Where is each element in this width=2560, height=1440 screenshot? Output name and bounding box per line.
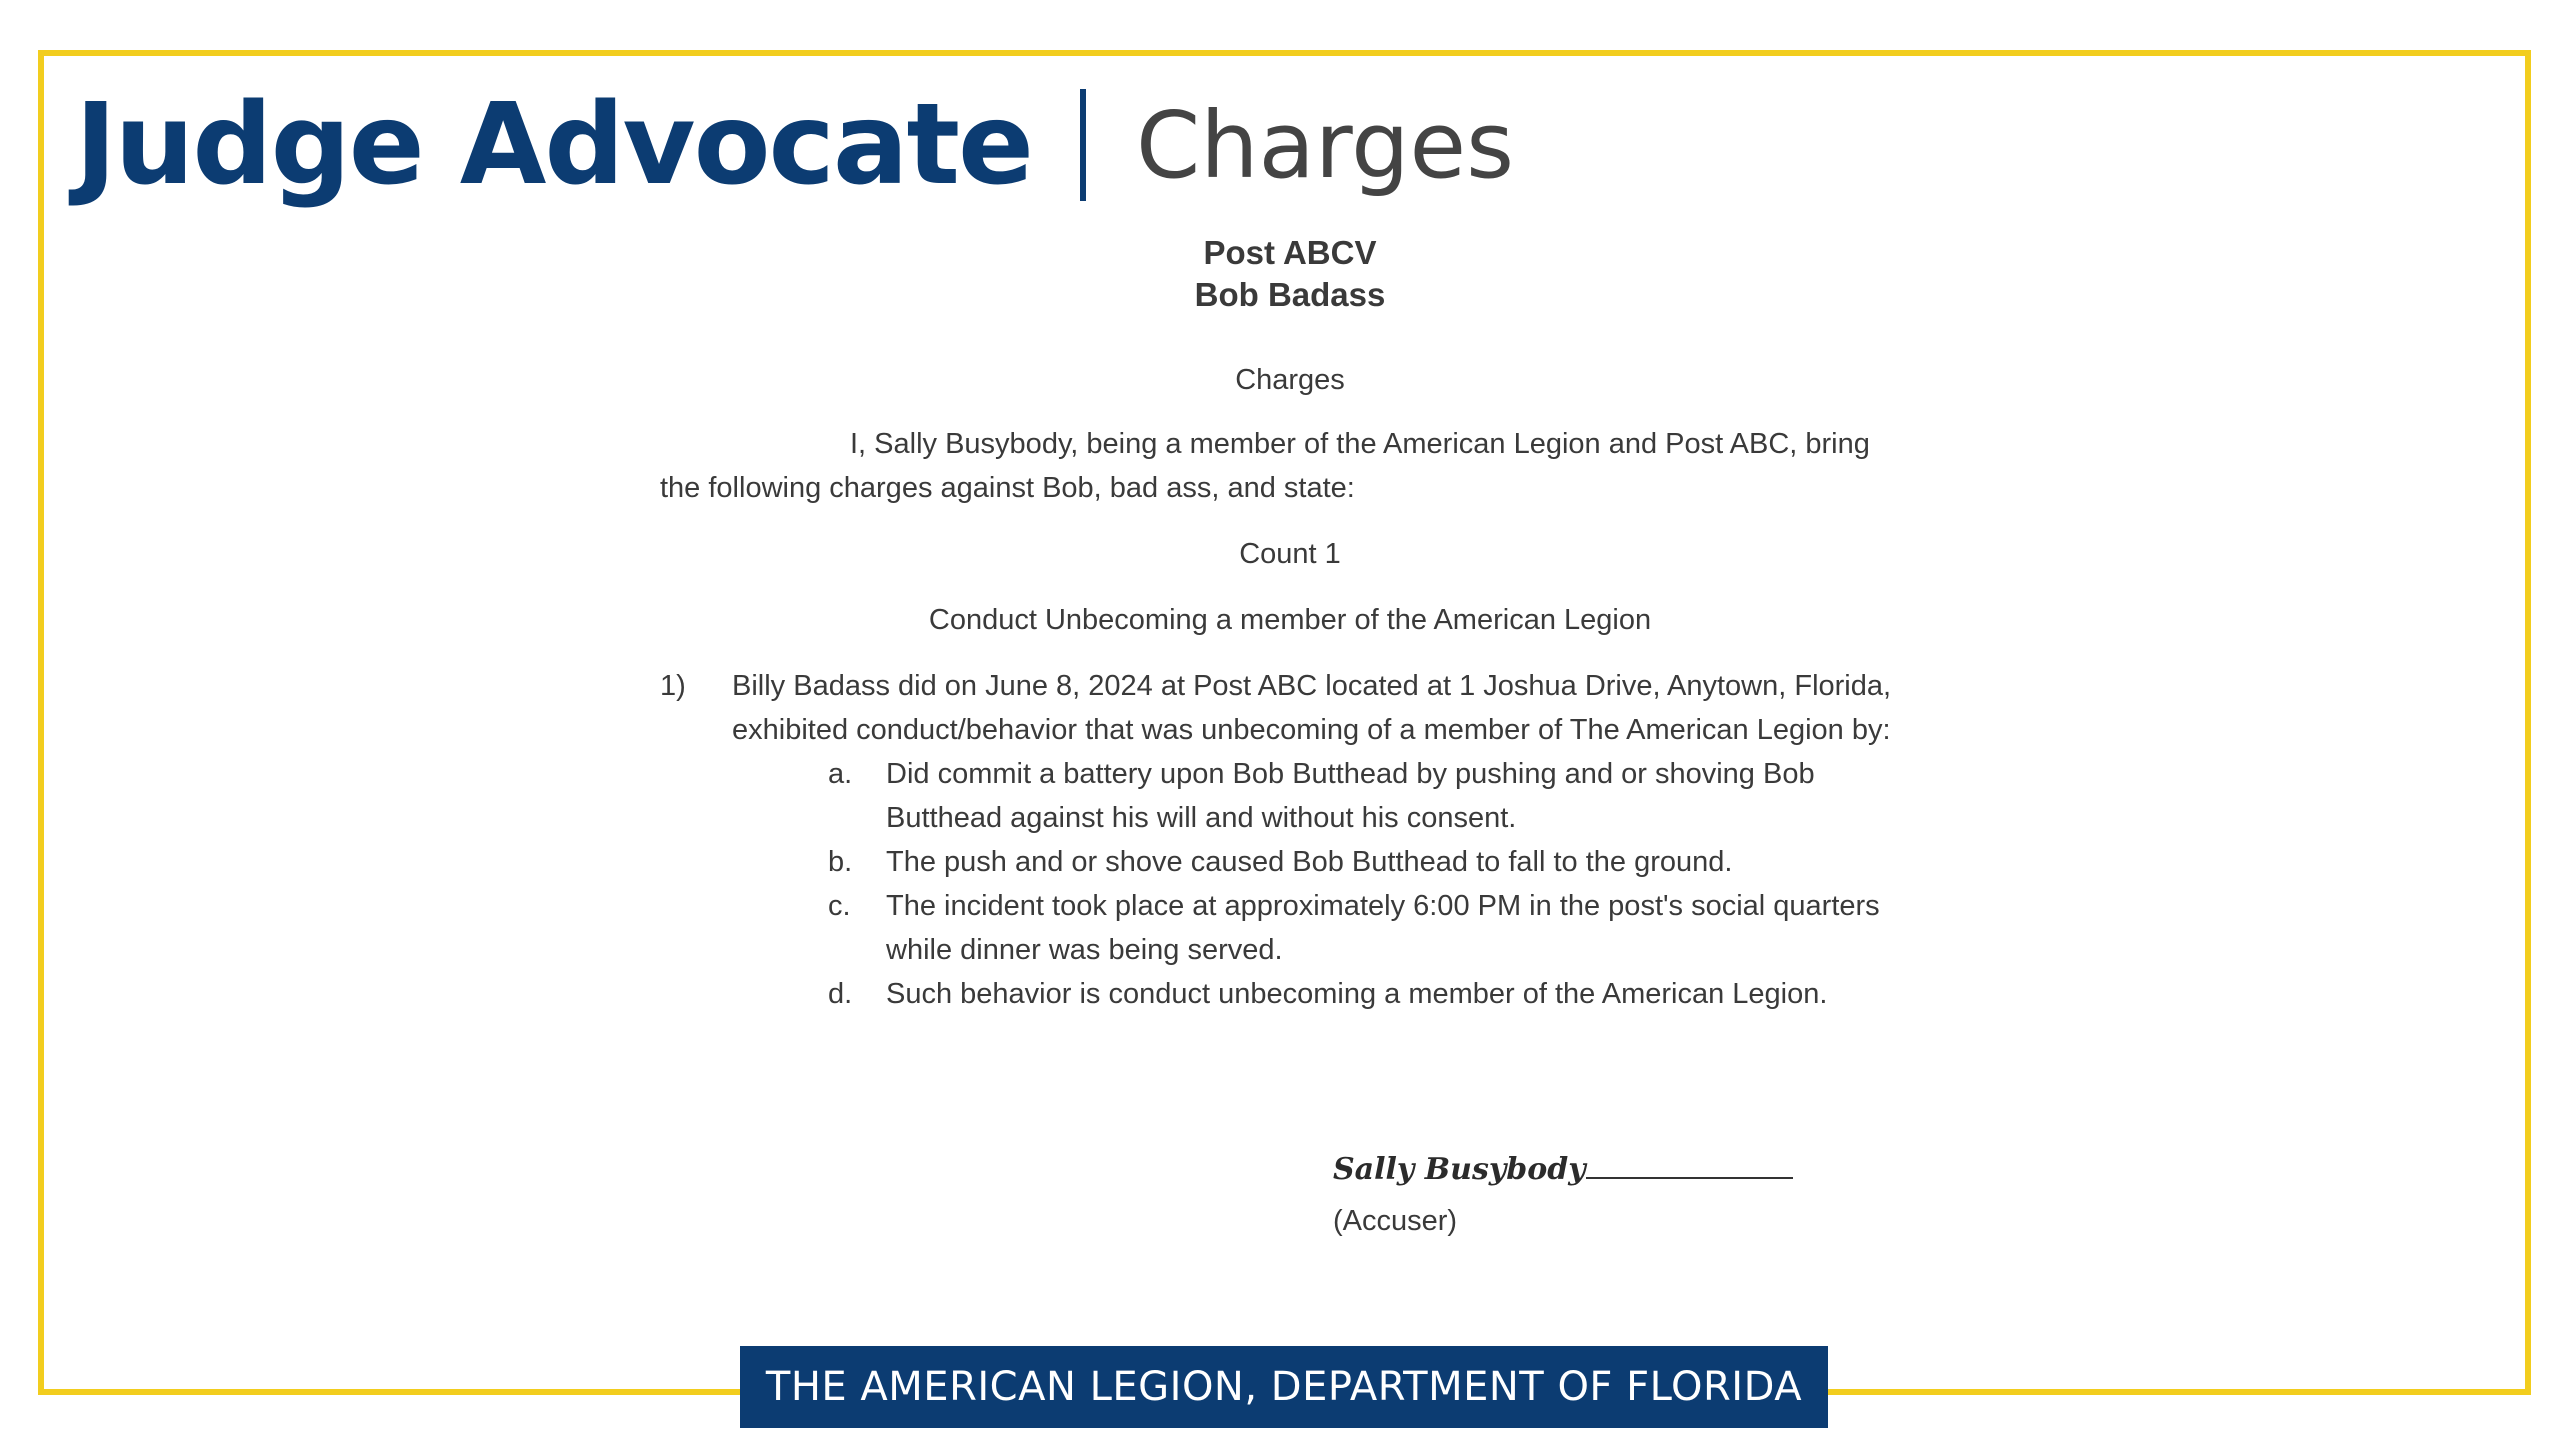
sub-item	[828, 840, 1920, 884]
accused-name: Bob Badass	[1194, 276, 1386, 313]
intro-line-1: I, Sally Busybody, being a member of the American Legion and Post ABC, bring	[850, 428, 1870, 460]
footer-text: THE AMERICAN LEGION, DEPARTMENT OF FLORIDA	[765, 1364, 1803, 1410]
slide-subtitle: Charges	[1135, 91, 1515, 199]
signature-underline	[1586, 1177, 1793, 1179]
signature-line	[1333, 1152, 1793, 1187]
sub-item-text: Such behavior is conduct unbecoming a member of the American Legion.	[886, 978, 1828, 1010]
count-item-text: Billy Badass did on June 8, 2024 at Post ABC located at 1 Joshua Drive, Anytown, Florida, exhibited conduct/behavior that was unbecoming of a member of The American Legion by:	[732, 670, 1892, 746]
post-name: Post ABCV	[1203, 234, 1377, 271]
sub-item	[828, 752, 1920, 840]
footer-banner	[740, 1346, 1828, 1428]
signature-block	[1333, 1152, 1793, 1238]
sub-item-letter: a.	[828, 758, 853, 790]
sub-item	[828, 972, 1920, 1016]
slide-header	[75, 70, 1514, 220]
title-separator-bar	[1080, 89, 1086, 201]
signature-name: Sally Busybody	[1333, 1152, 1586, 1187]
sub-item-letter: b.	[828, 846, 853, 878]
sub-item-list	[828, 752, 1920, 1016]
charges-document	[660, 232, 1920, 1016]
sub-item-letter: d.	[828, 978, 853, 1010]
charges-heading: Charges	[1235, 364, 1345, 396]
count-item-number: 1)	[660, 670, 686, 702]
sub-item-text: The push and or shove caused Bob Butthead to fall to the ground.	[886, 846, 1733, 878]
slide-title: Judge Advocate	[75, 80, 1032, 210]
count-label: Count 1	[1239, 538, 1341, 570]
count-item-body	[732, 664, 1920, 1016]
signature-role: (Accuser)	[1333, 1205, 1458, 1237]
sub-item-text: Did commit a battery upon Bob Butthead by pushing and or shoving Bob Butthead against his will and without his consent.	[886, 758, 1815, 834]
count-item	[660, 664, 1920, 1016]
intro-line-2: the following charges against Bob, bad ass, and state:	[660, 472, 1355, 504]
sub-item	[828, 884, 1920, 972]
count-title: Conduct Unbecoming a member of the American Legion	[928, 604, 1652, 636]
sub-item-text: The incident took place at approximately 6:00 PM in the post's social quarters while dinner was being served.	[886, 890, 1880, 966]
intro-paragraph	[660, 422, 1920, 510]
sub-item-letter: c.	[828, 890, 851, 922]
